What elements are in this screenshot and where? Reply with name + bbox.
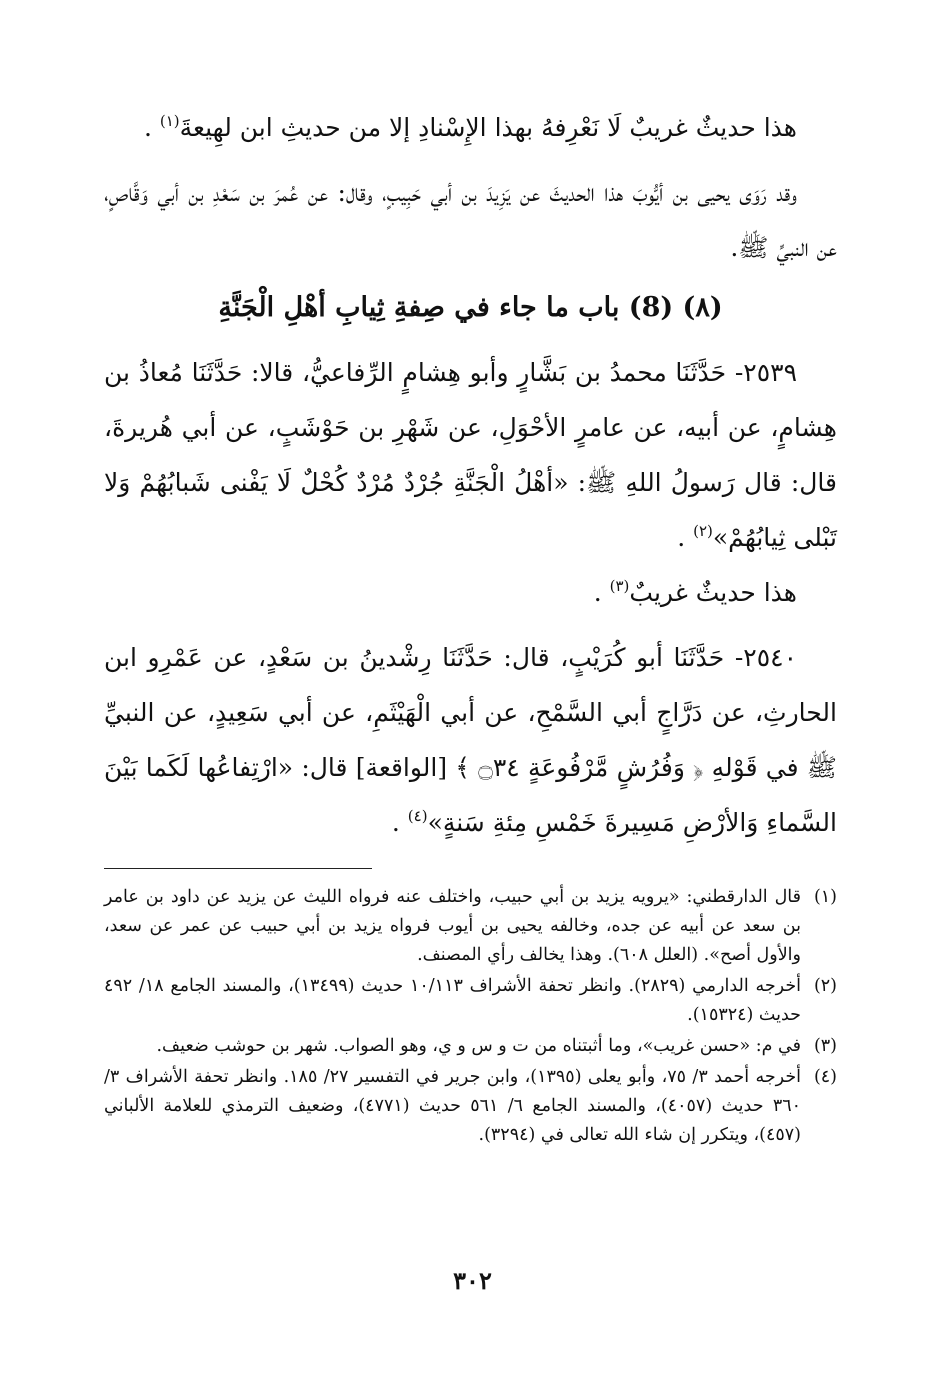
footnote-number: (١) <box>813 887 837 907</box>
page-number: ٣٠٢ <box>453 1266 492 1295</box>
paragraph-narration-note: وقد رَوَى يحيى بن أيُّوبَ هذا الحديثَ عن يَزِيدَ بن أبي حَبِيبٍ، وقال: عن عُمرَ بن سَعْدِ بن أبي وَقَّاصٍ، عن النبيِّ ﷺ. <box>104 178 837 262</box>
footnote-number: (٢) <box>813 976 837 996</box>
footnote-text: أخرجه أحمد ٣/ ٧٥، وأبو يعلى (١٣٩٥)، وابن جرير في التفسير ٢٧/ ١٨٥. وانظر تحفة الأشراف ٣/ ٣٦٠ حديث (٤٠٥٧)، والمسند الجامع ٦/ ٥٦١ حديث (٤٧٧١)، وضعيف الترمذي للعلامة الألباني (٤٥٧)، ويتكرر إن شاء الله تعالى في (٣٢٩٤). <box>104 1067 802 1145</box>
paragraph-end: . <box>143 113 160 142</box>
grading-2539 <box>104 565 837 620</box>
grading-text: هذا حديثٌ غريبٌ <box>629 578 797 607</box>
main-text <box>104 100 837 850</box>
hadith-text: ٢٥٤٠- حَدَّثَنَا أبو كُرَيْبٍ، قال: حَدَّثَنَا رِشْدينُ بن سَعْدٍ، عن عَمْرِو ابن الحارثِ، عن دَرَّاجٍ أبي السَّمْحِ، عن أبي الْهَيْثَمِ، عن أبي سَعِيدٍ، عن النبيِّ ﷺ في قَوْلهِ ﴿ وَفُرُشٍ مَّرْفُوعَةٍ ۝٣٤ ﴾ [الواقعة] قال: «ارْتِفاعُها لَكَما بَيْنَ السَّماءِ وَالأرْضِ مَسِيرةَ خَمْسِ مِئةِ سَنةٍ» <box>104 643 838 837</box>
hadith-2540 <box>104 630 837 850</box>
hadith-end: . <box>391 808 408 837</box>
footnote-text: قال الدارقطني: «يرويه يزيد بن أبي حبيب، واختلف عنه فرواه الليث عن يزيد عن داود بن عامر بن سعد عن أبيه عن جده، وخالفه يحيى بن أيوب فرواه يزيد بن أبي حبيب عن عمر عن سعد، والأول أصح». (العلل ٦٠٨). وهذا يخالف رأي المصنف. <box>104 887 801 965</box>
footnote-divider <box>104 868 372 869</box>
footnotes <box>104 883 837 1150</box>
hadith-2539 <box>104 345 837 565</box>
footnote-item <box>104 1032 837 1061</box>
footnote-item <box>104 972 837 1030</box>
footnote-number: (٤) <box>813 1067 837 1087</box>
footnote-item <box>104 1063 837 1150</box>
footnote-item <box>104 883 837 970</box>
footnote-ref-1: (١) <box>159 112 180 130</box>
chapter-title: (٨) (8) باب ما جاء في صِفةِ ثِيابِ أهْلِ الْجَنَّةِ <box>218 292 723 323</box>
footnote-ref-4: (٤) <box>407 807 428 825</box>
grading-end: . <box>593 578 610 607</box>
hadith-end: . <box>677 523 694 552</box>
paragraph-text: هذا حديثٌ غريبٌ لَا نَعْرِفهُ بهذا الإِسْنادِ إلا من حديثِ ابن لهِيعةَ <box>179 113 797 142</box>
footnote-number: (٣) <box>813 1036 837 1056</box>
paragraph-grading-prev <box>104 100 837 155</box>
hadith-text: ٢٥٣٩- حَدَّثَنَا محمدُ بن بَشَّارٍ وأبو هِشامٍ الرِّفاعيُّ، قالا: حَدَّثَنَا مُعاذُ بن هِشامٍ، عن أبيه، عن عامرٍ الأحْوَلِ، عن شَهْرِ بن حَوْشَبٍ، عن أبي هُريرةَ، قال: قال رَسولُ اللهِ ﷺ: «أهْلُ الْجَنَّةِ جُرْدٌ مُرْدٌ كُحْلٌ لَا يَفْنى شَبابُهُمْ وَلا تَبْلى ثِيابُهُمْ» <box>104 358 837 552</box>
footnote-ref-3: (٣) <box>609 577 630 595</box>
footnote-text: أخرجه الدارمي (٢٨٢٩). وانظر تحفة الأشراف ١٠/١١٣ حديث (١٣٤٩٩)، والمسند الجامع ١٨/ ٤٩٢ حديث (١٥٣٢٤). <box>104 976 802 1025</box>
footnote-text: في م: «حسن غريب»، وما أثبتناه من ت و س و ي، وهو الصواب. شهر بن حوشب ضعيف. <box>156 1036 801 1056</box>
footnote-ref-2: (٢) <box>693 522 713 540</box>
